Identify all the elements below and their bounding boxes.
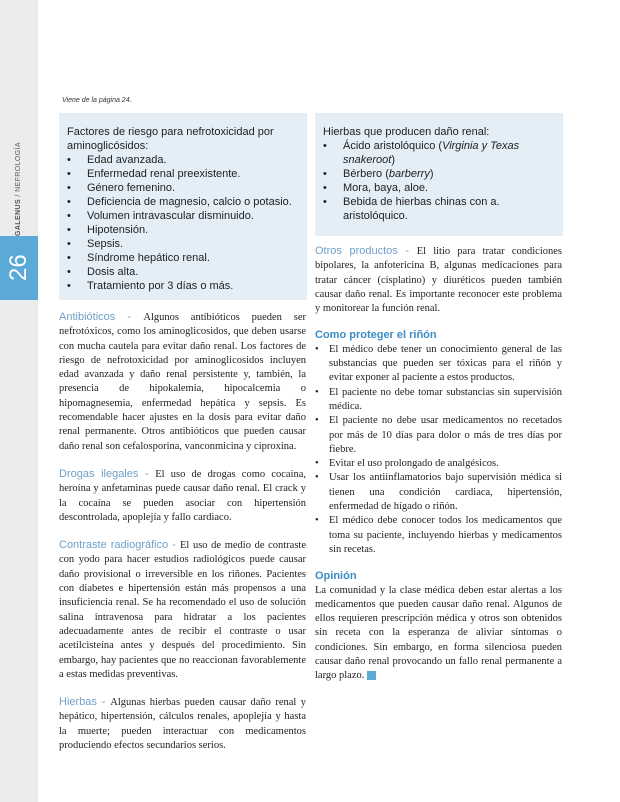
herbs-title: Hierbas que producen daño renal:: [323, 126, 490, 138]
list-item: • Usar los antiinflamatorios bajo supervisión médica si tienen una condición cardiaca, hipertensión, enfermedad de hígado o riñón.: [315, 471, 562, 514]
continued-note: Viene de la página 24.: [62, 97, 132, 104]
left-column: [59, 310, 306, 753]
contrast-paragraph: [59, 538, 306, 682]
list-item: • Tratamiento por 3 días o más.: [67, 279, 299, 293]
list-item: • Volumen intravascular disminuido.: [67, 209, 299, 223]
list-item: • Evitar el uso prolongado de analgésicos.: [315, 457, 562, 471]
running-head: GALENUS / NEFROLOGÍA: [15, 142, 22, 236]
antibiotics-body: Algunos antibióticos pueden ser nefrotóxicos, como los aminoglicosidos, que deben usarse con mucha cautela para evitar daño renal. Los factores de riesgo de nefrotoxicidad por aminoglicosidos incluyen edad avanzada y daño renal persistente y, también, la presencia de hipokalemia, hipocalcemia o hipomagnesemia, enfermedad hepática y sepsis. Es recomendable hacer ajustes en la dosis para evitar daño renal permanente. Otros antibióticos que pueden causar daño renal son cefalosporina, vanconmicina y ciproxina.: [59, 312, 306, 452]
contrast-body: El uso de medio de contraste con yodo para hacer estudios radiológicos puede causar daño provisional o irreversible en los riñones. Pacientes con diabetes e hipertensión están más propensos a una insuficiencia renal. Se ha recomendado el uso de solución salina intravenosa para hidratar a los pacientes adecuadamente antes de recibir el contraste o usar acetilcisteína antes y después del procedimiento. Sin embargo, hay pacientes que no reaccionan favorablemente a estas medidas preventivas.: [59, 540, 306, 680]
end-of-article-mark: [367, 671, 376, 680]
herb-after: ): [391, 154, 395, 166]
list-item: • Deficiencia de magnesio, calcio o potasio.: [67, 195, 299, 209]
opinion-heading: Opinión: [315, 570, 357, 583]
drugs-body: El uso de drogas como cocaína, heroína y anfetaminas puede causar daño renal. El crack y la cocaína se pueden asociar con hipertensión descontrolada, apoplejía y fallo cardiaco.: [59, 468, 306, 523]
protect-kidney-list: [315, 343, 562, 557]
right-column: [315, 244, 562, 684]
list-item: • Síndrome hepático renal.: [67, 251, 299, 265]
list-item: [323, 167, 555, 181]
list-item: • Enfermedad renal preexistente.: [67, 167, 299, 181]
antibiotics-heading: Antibióticos -: [59, 311, 144, 323]
antibiotics-paragraph: [59, 310, 306, 454]
herbs-list: [323, 139, 555, 223]
list-item: • El médico debe tener un conocimiento general de las substancias que pueden ser tóxicas para el riñón y evitar exponer al paciente a estos productos.: [315, 343, 562, 386]
risk-factors-title: Factores de riesgo para nefrotoxicidad por aminoglicósidos:: [67, 126, 274, 152]
opinion-paragraph: [315, 584, 562, 684]
list-item: • Género femenino.: [67, 181, 299, 195]
list-item: • El paciente no debe usar medicamentos no recetados por más de 10 días para dolor o más de tres días por fiebre.: [315, 414, 562, 457]
list-item: • Edad avanzada.: [67, 153, 299, 167]
other-products-heading: Otros productos -: [315, 245, 417, 257]
herb-text: Bérbero (: [343, 168, 389, 180]
list-item: • Bebida de hierbas chinas con a. aristolóquico.: [323, 195, 555, 223]
herbs-paragraph: [59, 695, 306, 753]
list-item: • Mora, baya, aloe.: [323, 181, 555, 195]
list-item: • Sepsis.: [67, 237, 299, 251]
risk-factors-list: [67, 153, 299, 293]
drugs-paragraph: [59, 467, 306, 525]
herb-italic: Virginia y Texas snakeroot: [343, 140, 520, 166]
section-name: NEFROLOGÍA: [15, 142, 22, 192]
contrast-heading: Contraste radiográfico -: [59, 539, 180, 552]
page-number: 26: [5, 254, 32, 282]
list-item: • Dosis alta.: [67, 265, 299, 279]
other-products-body: El litio para tratar condiciones bipolares, la anfotericina B, algunas medicaciones para tratar cáncer (cisplatino) y diuréticos pueden también causar daño renal. Es importante reconocer este problema y monitorear la función renal.: [315, 246, 562, 315]
protect-kidney-heading: Como proteger el riñón: [315, 329, 437, 342]
herb-italic: barberry: [388, 168, 430, 180]
herbs-box: [315, 113, 563, 236]
herb-after: ): [429, 168, 434, 180]
journal-name: GALENUS: [15, 198, 22, 236]
list-item: • Hipotensión.: [67, 223, 299, 237]
list-item: [323, 139, 555, 167]
herbs-body: Algunas hierbas pueden causar daño renal y hepático, hipertensión, cálculos renales, apoplejía y hasta la muerte; pueden interactuar con medicamentos produciendo efectos secundarios serios.: [59, 697, 306, 752]
drugs-heading: Drogas ilegales -: [59, 467, 156, 480]
list-item: • El médico debe conocer todos los medicamentos que toma su paciente, incluyendo hierbas y medicamentos sin recetas.: [315, 514, 562, 557]
herb-text: Ácido aristolóquico (: [343, 140, 443, 152]
opinion-body: La comunidad y la clase médica deben estar alertas a los medicamentos que pueden causar daño renal. Algunos de ellos requieren prescripción médica y otros son obtenidos sin receta con la esperanza de aliviar síntomas o condiciones. Sin embargo, en forma silenciosa pueden causar daño renal provocando un fallo renal permanente a largo plazo.: [315, 584, 562, 682]
herbs-heading: Hierbas -: [59, 696, 111, 709]
page-sidebar: [0, 0, 38, 802]
risk-factors-box: [59, 113, 307, 300]
other-products-paragraph: [315, 244, 562, 316]
list-item: • El paciente no debe tomar substancias sin supervisión médica.: [315, 386, 562, 415]
